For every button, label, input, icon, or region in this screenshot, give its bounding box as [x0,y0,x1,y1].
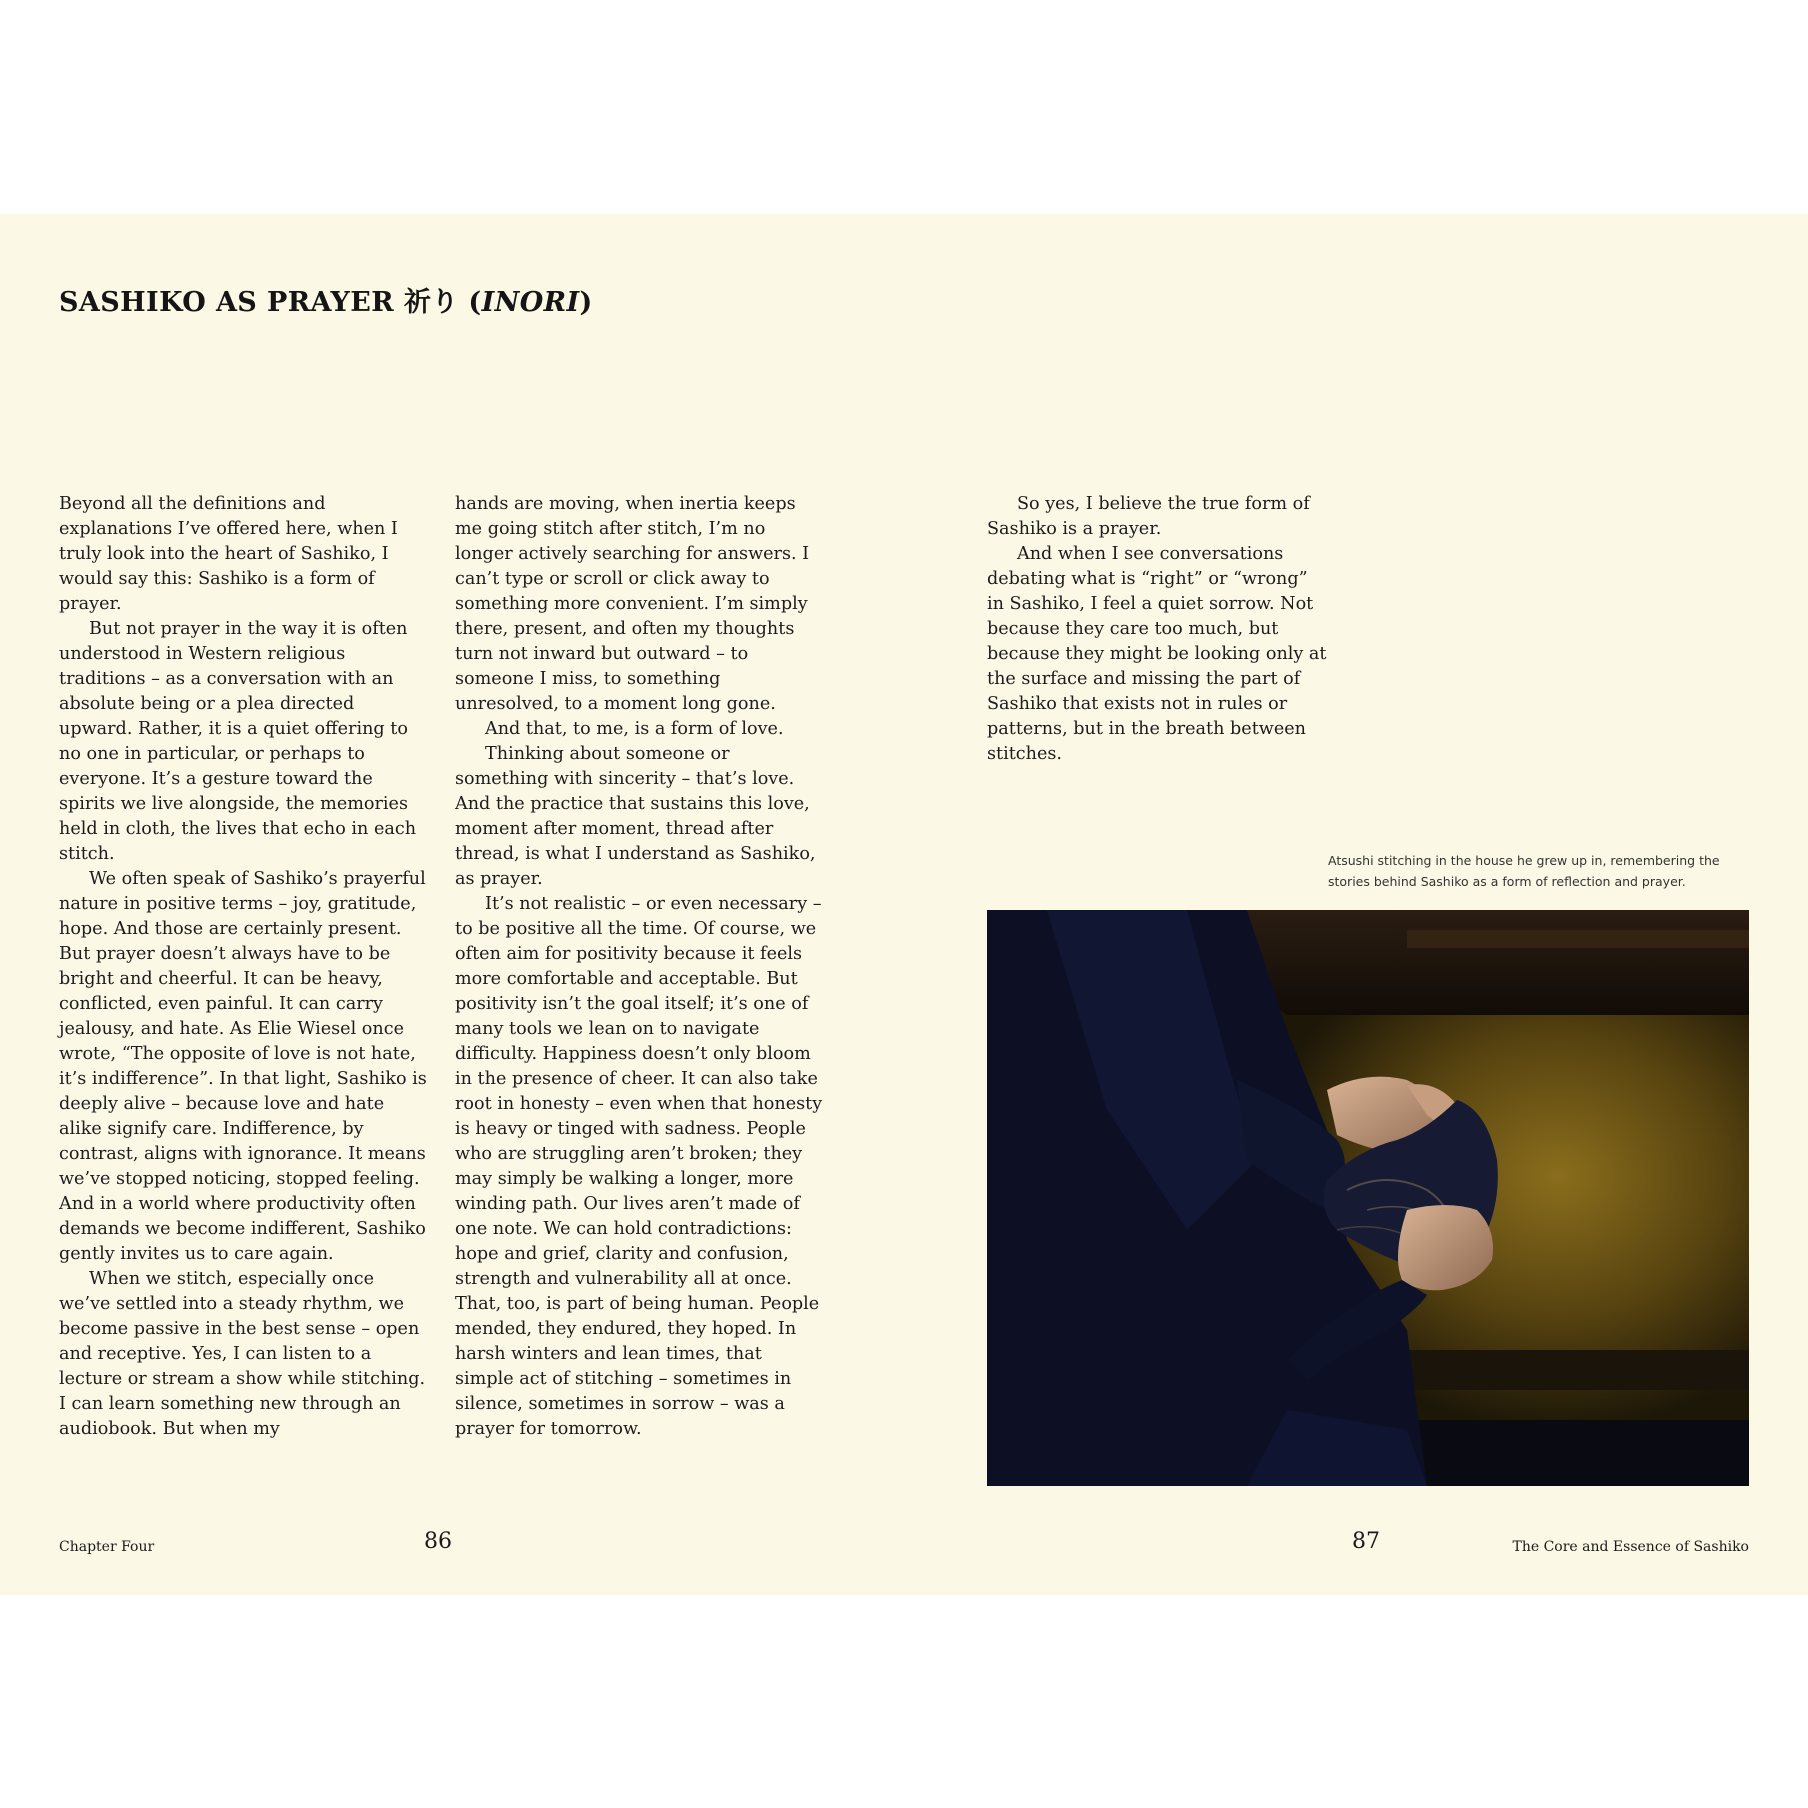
text-column-middle [455,492,825,1442]
page-number-right: 87 [1352,1529,1380,1554]
paragraph: And when I see conversations debating what is “right” or “wrong” in Sashiko, I feel a quiet sorrow. Not because they care too much, but because they might be looking only at the surface and missing the part of Sashiko that exists not in rules or patterns, but in the breath between stitches. [987,544,1327,764]
photo-illustration [987,910,1749,1486]
heading-text: SASHIKO AS PRAYER 祈り ( [59,287,482,318]
paragraph: Thinking about someone or something with sincerity – that’s love. And the practice that sustains this love, moment after moment, thread after thread, is what I understand as Sashiko, as prayer. [455,744,816,889]
photo-caption: Atsushi stitching in the house he grew up in, remembering the stories behind Sashiko as a form of reflection and prayer. [1328,853,1720,889]
running-footer-left: Chapter Four [59,1539,155,1555]
paragraph: But not prayer in the way it is often understood in Western religious traditions – as a conversation with an absolute being or a plea directed upward. Rather, it is a quiet offering to no one in particular, or perhaps to everyone. It’s a gesture toward the spirits we live alongside, the memories held in cloth, the lives that echo in each stitch. [59,619,417,864]
paragraph: We often speak of Sashiko’s prayerful nature in positive terms – joy, gratitude, hope. And those are certainly present. But prayer doesn’t always have to be bright and cheerful. It can be heavy, conflicted, even painful. It can carry jealousy, and hate. As Elie Wiesel once wrote, “The opposite of love is not hate, it’s indifference”. In that light, Sashiko is deeply alive – because love and hate alike signify care. Indifference, by contrast, aligns with ignorance. It means we’ve stopped noticing, stopped feeling. And in a world where productivity often demands we become indifferent, Sashiko gently invites us to care again. [59,869,427,1264]
paragraph: When we stitch, especially once we’ve settled into a steady rhythm, we become passive in the best sense – open and receptive. Yes, I can listen to a lecture or stream a show while stitching. I can learn something new through an audiobook. But when my [59,1269,426,1439]
text-column-left [59,492,429,1442]
text-column-right [987,492,1327,767]
section-heading [59,280,593,319]
paragraph: And that, to me, is a form of love. [485,719,784,739]
heading-romanization: INORI [481,287,580,318]
running-footer-right: The Core and Essence of Sashiko [1512,1539,1749,1555]
paragraph: hands are moving, when inertia keeps me going stitch after stitch, I’m no longer actively searching for answers. I can’t type or scroll or click away to something more convenient. I’m simply there, present, and often my thoughts turn not inward but outward – to someone I miss, to something unresolved, to a moment long gone. [455,494,810,714]
heading-close-paren: ) [579,287,593,318]
page-number-left: 86 [424,1529,452,1554]
paragraph: Beyond all the definitions and explanations I’ve offered here, when I truly look into the heart of Sashiko, I would say this: Sashiko is a form of prayer. [59,494,398,614]
paragraph: It’s not realistic – or even necessary – to be positive all the time. Of course, we often aim for positivity because it feels more comfortable and acceptable. But positivity isn’t the goal itself; it’s one of many tools we lean on to navigate difficulty. Happiness doesn’t only bloom in the presence of cheer. It can also take root in honesty – even when that honesty is heavy or tinged with sadness. People who are struggling aren’t broken; they may simply be walking a longer, more winding path. Our lives aren’t made of one note. We can hold contradictions: hope and grief, clarity and confusion, strength and vulnerability all at once. That, too, is part of being human. People mended, they endured, they hoped. In harsh winters and lean times, that simple act of stitching – sometimes in silence, sometimes in sorrow – was a prayer for tomorrow. [455,894,823,1439]
book-spread [0,214,1808,1595]
paragraph: So yes, I believe the true form of Sashiko is a prayer. [987,494,1310,539]
stitching-photo [987,910,1749,1486]
